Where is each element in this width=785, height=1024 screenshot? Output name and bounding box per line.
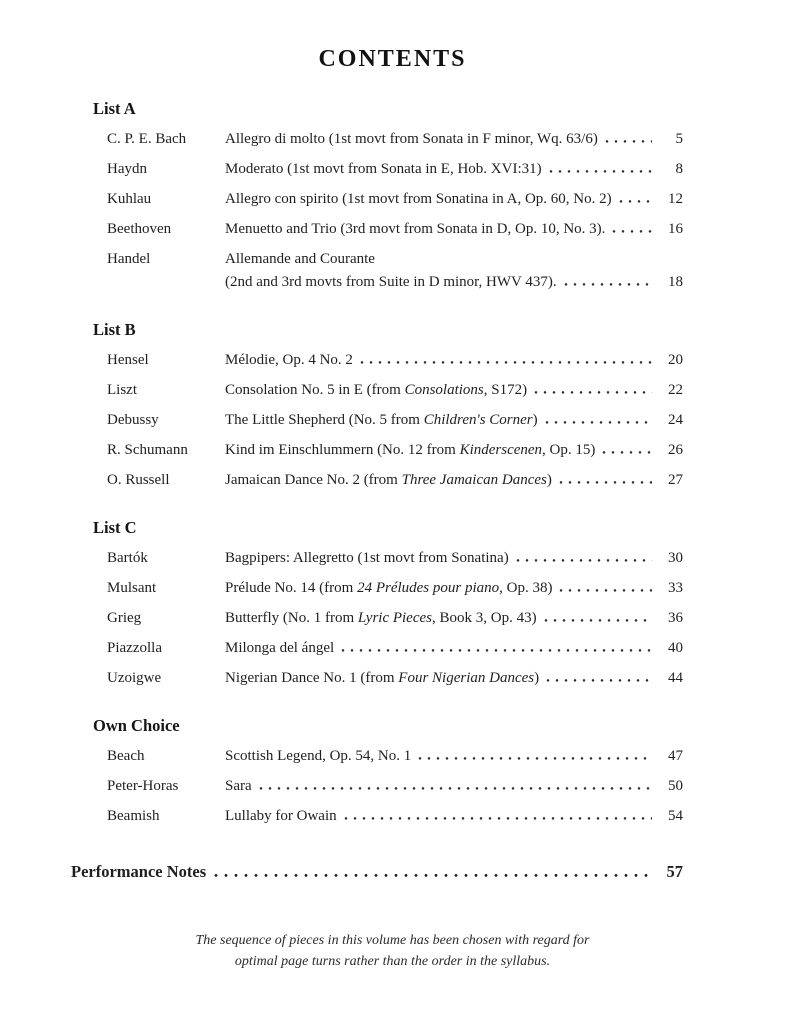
- piece-lines: [225, 218, 683, 241]
- piece-line: [225, 607, 683, 630]
- piece-title: [225, 158, 542, 181]
- footer-note: [0, 930, 785, 972]
- dot-leader: [544, 617, 652, 622]
- toc-row: [93, 547, 683, 570]
- toc-row: [93, 218, 683, 241]
- toc-row: [93, 439, 683, 462]
- title-part: Sara: [225, 778, 252, 794]
- title-part: 24 Préludes pour piano: [357, 580, 500, 596]
- piece-line: [225, 469, 683, 492]
- piece-line: [225, 218, 683, 241]
- piece-line: [225, 379, 683, 402]
- section-heading: List A: [93, 99, 136, 118]
- toc-section: [93, 99, 683, 294]
- title-part: Mélodie, Op. 4 No. 2: [225, 352, 353, 368]
- page-number: 57: [666, 862, 683, 881]
- piece-lines: [225, 409, 683, 432]
- page-title: CONTENTS: [318, 46, 467, 72]
- page-number: 27: [668, 472, 683, 488]
- composer-name: Beach: [107, 748, 145, 764]
- title-part: , Book 3, Op. 43): [432, 610, 537, 626]
- title-part: , Op. 15): [542, 442, 596, 458]
- piece-title: [225, 349, 353, 372]
- footer-line: The sequence of pieces in this volume has been chosen with regard for: [195, 933, 590, 948]
- piece-lines: [225, 379, 683, 402]
- title-part: , Op. 38): [499, 580, 553, 596]
- page-number: 24: [668, 412, 683, 428]
- composer-name: Mulsant: [107, 580, 157, 596]
- piece-lines: [225, 158, 683, 181]
- toc-row: [93, 637, 683, 660]
- composer-name: Peter-Horas: [107, 778, 179, 794]
- composer-name: Piazzolla: [107, 640, 162, 656]
- piece-line: [225, 577, 683, 600]
- piece-title: [225, 188, 612, 211]
- composer-name: Debussy: [107, 412, 159, 428]
- title-part: , S172): [483, 382, 528, 398]
- toc-row: [93, 379, 683, 402]
- piece-lines: [225, 637, 683, 660]
- page-number: 36: [668, 610, 683, 626]
- piece-title: [225, 379, 527, 402]
- piece-lines: [225, 128, 683, 151]
- page-number: 16: [668, 221, 683, 237]
- piece-title: [225, 607, 537, 630]
- page-number: 5: [675, 131, 683, 147]
- composer-name: R. Schumann: [107, 442, 188, 458]
- dot-leader: [559, 587, 652, 592]
- title-part: Allegro con spirito (1st movt from Sonatina in A, Op. 60, No. 2): [225, 191, 612, 207]
- piece-lines: [225, 469, 683, 492]
- toc-row: [93, 349, 683, 372]
- title-part: Lyric Pieces: [357, 610, 432, 626]
- dot-leader: [546, 677, 652, 682]
- toc-section: [93, 320, 683, 492]
- performance-notes-label: Performance Notes: [71, 862, 207, 881]
- title-part: Bagpipers: Allegretto (1st movt from Sonatina): [225, 550, 509, 566]
- composer-name: Beamish: [107, 808, 160, 824]
- composer-name: O. Russell: [107, 472, 170, 488]
- title-part: Moderato (1st movt from Sonata in E, Hob. XVI:31): [225, 161, 542, 177]
- title-part: Allegro di molto (1st movt from Sonata in F minor, Wq. 63/6): [225, 131, 598, 147]
- piece-lines: [225, 349, 683, 372]
- piece-title: [225, 745, 411, 768]
- piece-line: [225, 158, 683, 181]
- title-part: ): [534, 670, 540, 686]
- piece-title: [225, 637, 334, 660]
- toc-row: [93, 775, 683, 798]
- title-part: Scottish Legend, Op. 54, No. 1: [225, 748, 412, 764]
- composer-name: Liszt: [107, 382, 137, 398]
- title-part: The Little Shepherd (No. 5 from: [225, 412, 424, 428]
- dot-leader: [418, 755, 652, 760]
- toc-row: [93, 158, 683, 181]
- composer-name: Hensel: [107, 352, 149, 368]
- piece-lines: [225, 577, 683, 600]
- page-number: 26: [668, 442, 683, 458]
- title-part: Jamaican Dance No. 2 (from: [225, 472, 402, 488]
- piece-lines: [225, 607, 683, 630]
- title-part: Lullaby for Owain: [225, 808, 337, 824]
- dot-leader: [534, 389, 652, 394]
- piece-title: [225, 547, 509, 570]
- page-number: 20: [668, 352, 683, 368]
- piece-line: [225, 805, 683, 828]
- composer-name: Beethoven: [107, 221, 172, 237]
- title-part: Butterfly (No. 1 from: [225, 610, 358, 626]
- dot-leader: [341, 647, 652, 652]
- composer-name: Grieg: [107, 610, 142, 626]
- title-part: Consolations: [404, 382, 484, 398]
- title-part: Consolation No. 5 in E (from: [225, 382, 405, 398]
- performance-notes-row: [71, 860, 683, 884]
- piece-title: [225, 439, 595, 462]
- dot-leader: [259, 785, 652, 790]
- dot-leader: [602, 449, 652, 454]
- page-number: 33: [668, 580, 683, 596]
- section-heading: Own Choice: [93, 716, 180, 735]
- piece-lines: [225, 745, 683, 768]
- toc-row: [93, 805, 683, 828]
- piece-title: [225, 409, 538, 432]
- piece-line: [225, 439, 683, 462]
- title-part: Milonga del ángel: [225, 640, 335, 656]
- piece-line: [225, 271, 683, 294]
- dot-leader: [545, 419, 652, 424]
- dot-leader: [214, 872, 654, 877]
- page-number: 30: [668, 550, 683, 566]
- piece-line: [225, 775, 683, 798]
- piece-title: [225, 128, 598, 151]
- toc-row: [93, 607, 683, 630]
- dot-leader: [344, 815, 652, 820]
- page-number: 22: [668, 382, 683, 398]
- page-number: 54: [668, 808, 683, 824]
- piece-line: [225, 349, 683, 372]
- title-part: Children's Corner: [423, 412, 533, 428]
- toc-row: [93, 409, 683, 432]
- title-part: Allemande and Courante: [225, 251, 375, 267]
- piece-lines: [225, 248, 683, 294]
- dot-leader: [564, 281, 652, 286]
- piece-line: [225, 637, 683, 660]
- piece-title: [225, 271, 557, 294]
- title-part: (2nd and 3rd movts from Suite in D minor, HWV 437).: [225, 274, 557, 290]
- dot-leader: [612, 228, 652, 233]
- toc-row: [93, 469, 683, 492]
- piece-title: [225, 805, 337, 828]
- page-number: 47: [668, 748, 683, 764]
- composer-name: Bartók: [107, 550, 148, 566]
- piece-line: [225, 128, 683, 151]
- page-number: 8: [675, 161, 683, 177]
- toc-row: [93, 667, 683, 690]
- page-number: 18: [668, 274, 683, 290]
- toc-row: [93, 188, 683, 211]
- title-part: Kind im Einschlummern (No. 12 from: [225, 442, 460, 458]
- dot-leader: [549, 168, 652, 173]
- toc-section: [93, 716, 683, 828]
- table-of-contents: [93, 99, 683, 828]
- piece-title: [225, 775, 252, 798]
- piece-title: [225, 577, 552, 600]
- piece-lines: [225, 775, 683, 798]
- piece-line: [225, 248, 683, 271]
- piece-line: [225, 188, 683, 211]
- page-number: 12: [668, 191, 683, 207]
- title-part: Three Jamaican Dances: [401, 472, 547, 488]
- title-part: Prélude No. 14 (from: [225, 580, 358, 596]
- page-number: 40: [668, 640, 683, 656]
- composer-name: Uzoigwe: [107, 670, 162, 686]
- title-part: ): [532, 412, 538, 428]
- piece-lines: [225, 439, 683, 462]
- piece-title: [225, 469, 552, 492]
- dot-leader: [605, 138, 652, 143]
- toc-section: [93, 518, 683, 690]
- section-heading: List C: [93, 518, 137, 537]
- toc-row: [93, 248, 683, 294]
- page-number: 44: [668, 670, 683, 686]
- title-part: Four Nigerian Dances: [398, 670, 535, 686]
- composer-name: Kuhlau: [107, 191, 152, 207]
- piece-title: [225, 218, 605, 241]
- page-number: 50: [668, 778, 683, 794]
- piece-line: [225, 667, 683, 690]
- title-part: Nigerian Dance No. 1 (from: [225, 670, 399, 686]
- dot-leader: [619, 198, 652, 203]
- dot-leader: [516, 557, 652, 562]
- footer-line: optimal page turns rather than the order in the syllabus.: [234, 954, 551, 969]
- piece-lines: [225, 547, 683, 570]
- piece-title: [225, 248, 375, 271]
- section-heading: List B: [93, 320, 136, 339]
- composer-name: C. P. E. Bach: [107, 131, 187, 147]
- piece-line: [225, 547, 683, 570]
- title-part: ): [546, 472, 552, 488]
- title-part: Kinderscenen: [459, 442, 543, 458]
- dot-leader: [360, 359, 652, 364]
- composer-name: Handel: [107, 251, 151, 267]
- piece-lines: [225, 805, 683, 828]
- toc-row: [93, 745, 683, 768]
- piece-lines: [225, 188, 683, 211]
- toc-row: [93, 128, 683, 151]
- piece-line: [225, 745, 683, 768]
- dot-leader: [559, 479, 652, 484]
- piece-line: [225, 409, 683, 432]
- composer-name: Haydn: [107, 161, 147, 177]
- piece-title: [225, 667, 539, 690]
- piece-lines: [225, 667, 683, 690]
- toc-row: [93, 577, 683, 600]
- title-part: Menuetto and Trio (3rd movt from Sonata in D, Op. 10, No. 3).: [225, 221, 606, 237]
